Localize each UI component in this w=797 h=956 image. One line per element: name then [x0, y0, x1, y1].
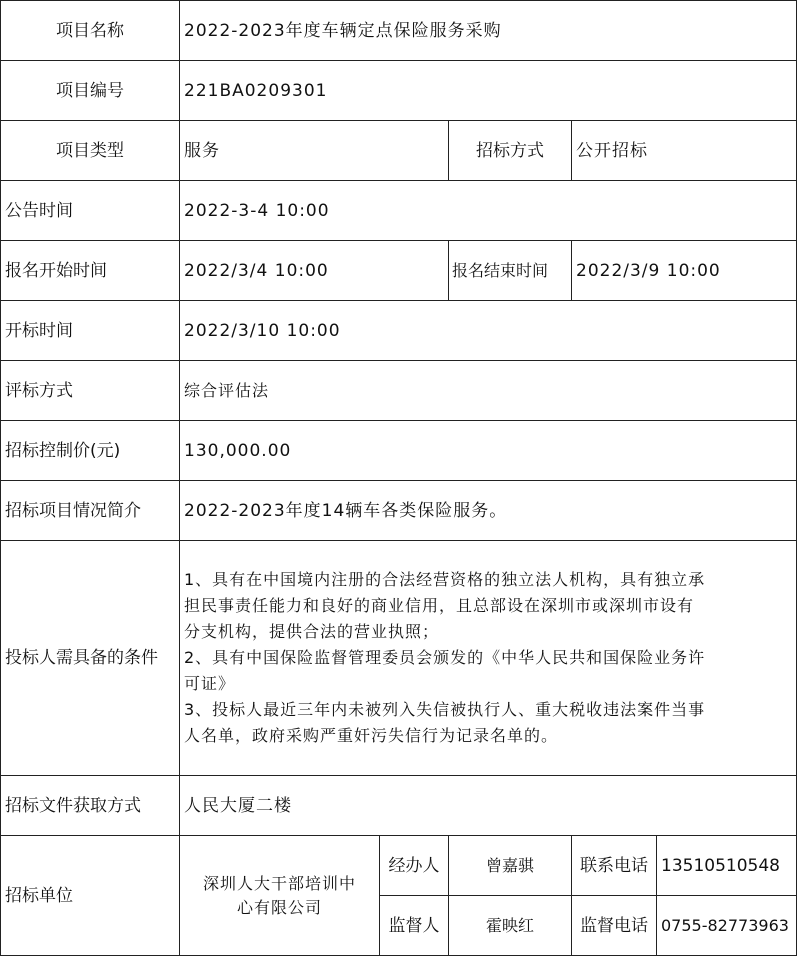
notice-time-label: 公告时间 [0, 180, 180, 241]
supervisor-label: 监督人 [379, 895, 449, 956]
evaluation-method-value: 综合评估法 [179, 360, 797, 421]
project-type-value: 服务 [179, 120, 449, 181]
tender-method-value: 公开招标 [571, 120, 797, 181]
handler-name: 曾嘉骐 [448, 835, 572, 896]
tender-unit-name-line: 心有限公司 [236, 897, 322, 917]
tender-method-label: 招标方式 [448, 120, 572, 181]
requirement-line: 2、具有中国保险监督管理委员会颁发的《中华人民共和国保险业务许 [184, 648, 706, 667]
requirement-line: 分支机构，提供合法的营业执照； [184, 622, 440, 641]
document-obtain-label: 招标文件获取方式 [0, 775, 180, 836]
requirement-line: 人名单，政府采购严重奸污失信行为记录名单的。 [184, 726, 559, 745]
supervisor-name: 霍映红 [448, 895, 572, 956]
supervisor-phone-label: 监督电话 [571, 895, 657, 956]
project-name-value: 2022-2023年度车辆定点保险服务采购 [179, 0, 797, 61]
signup-start-label: 报名开始时间 [0, 240, 180, 301]
requirement-line: 可证》 [184, 674, 236, 693]
project-summary-value: 2022-2023年度14辆车各类保险服务。 [179, 480, 797, 541]
handler-label: 经办人 [379, 835, 449, 896]
tender-unit-name [179, 835, 380, 956]
project-type-label: 项目类型 [0, 120, 180, 181]
requirement-line: 3、投标人最近三年内未被列入失信被执行人、重大税收违法案件当事 [184, 700, 706, 719]
evaluation-method-label: 评标方式 [0, 360, 180, 421]
project-summary-label: 招标项目情况简介 [0, 480, 180, 541]
signup-end-value: 2022/3/9 10:00 [571, 240, 797, 301]
contact-phone-label: 联系电话 [571, 835, 657, 896]
project-number-label: 项目编号 [0, 60, 180, 121]
bidder-requirements-value [179, 540, 797, 776]
project-name-label: 项目名称 [0, 0, 180, 61]
signup-start-value: 2022/3/4 10:00 [179, 240, 449, 301]
supervisor-phone-value: 0755-82773963 [656, 895, 797, 956]
requirement-line: 1、具有在中国境内注册的合法经营资格的独立法人机构，具有独立承 [184, 570, 706, 589]
tender-unit-name-line: 深圳人大干部培训中 [202, 873, 356, 893]
control-price-label: 招标控制价(元) [0, 420, 180, 481]
bid-opening-value: 2022/3/10 10:00 [179, 300, 797, 361]
signup-end-label: 报名结束时间 [448, 240, 572, 301]
control-price-value: 130,000.00 [179, 420, 797, 481]
project-number-value: 221BA0209301 [179, 60, 797, 121]
bidder-requirements-label: 投标人需具备的条件 [0, 540, 180, 776]
requirement-line: 担民事责任能力和良好的商业信用，且总部设在深圳市或深圳市设有 [184, 596, 695, 615]
tender-unit-label: 招标单位 [0, 835, 180, 956]
contact-phone-value: 13510510548 [656, 835, 797, 896]
bid-opening-label: 开标时间 [0, 300, 180, 361]
notice-time-value: 2022-3-4 10:00 [179, 180, 797, 241]
document-obtain-value: 人民大厦二楼 [179, 775, 797, 836]
